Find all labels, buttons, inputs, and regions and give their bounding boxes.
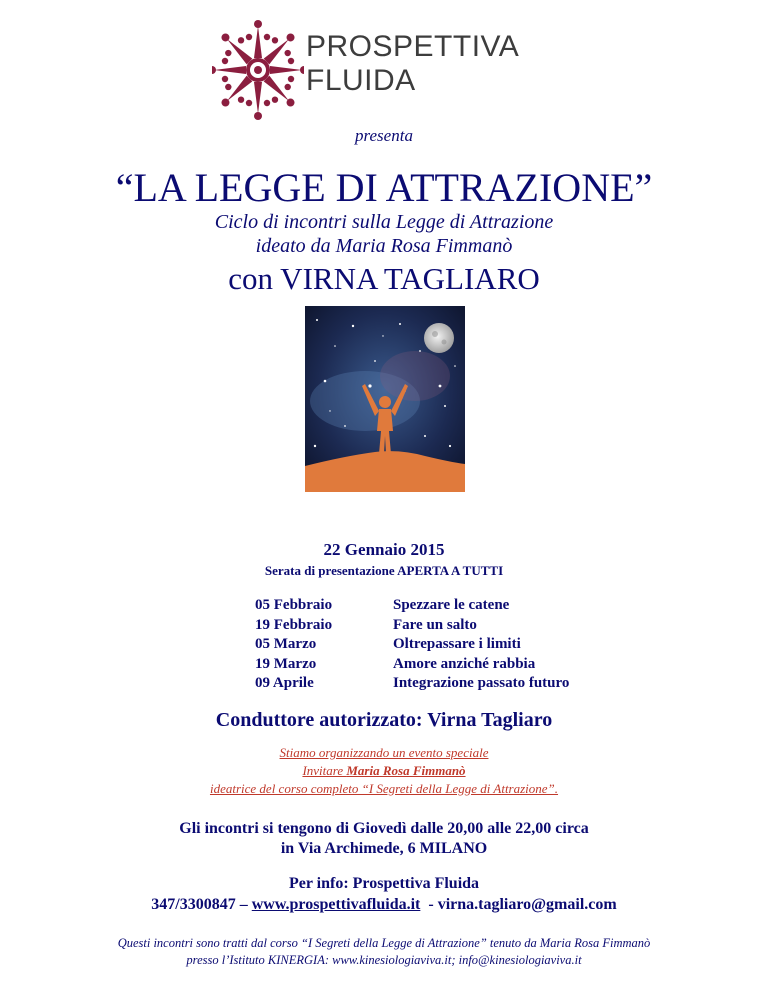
subtitle-line-1: Ciclo di incontri sulla Legge di Attrazione (214, 211, 554, 233)
schedule-date: 19 Febbraio (255, 616, 333, 633)
schedule-date: 19 Marzo (255, 655, 317, 672)
meeting-place: in Via Archimede, 6 MILANO (280, 840, 488, 857)
schedule-topic: Amore anziché rabbia (393, 655, 536, 672)
logo-line-1: PROSPETTIVA (306, 30, 520, 63)
presenta-text: presenta (355, 126, 413, 145)
special-invite-name: Maria Rosa Fimmanò (346, 763, 466, 778)
schedule-topic: Integrazione passato futuro (393, 675, 570, 691)
schedule-date: 05 Marzo (255, 636, 317, 652)
logo-line-2: FLUIDA (306, 64, 416, 97)
speaker-heading: con VIRNA TAGLIARO (228, 261, 540, 296)
schedule-topic: Spezzare le catene (393, 597, 510, 613)
schedule-date: 09 Aprile (255, 675, 314, 691)
special-event-block (0, 745, 768, 797)
schedule-topics (393, 596, 569, 694)
event-description: Serata di presentazione APERTA A TUTTI (264, 563, 504, 578)
schedule-topic: Oltrepassare i limiti (393, 636, 521, 652)
page-title: “LA LEGGE DI ATTRAZIONE” (115, 165, 653, 210)
special-line-1: Stiamo organizzando un evento speciale (279, 745, 489, 760)
special-line-3: ideatrice del corso completo “I Segreti della Legge di Attrazione”. (209, 781, 559, 796)
subtitle-line-2: ideato da Maria Rosa Fimmanò (255, 235, 513, 257)
info-email: - virna.tagliaro@gmail.com (420, 896, 617, 913)
info-title: Per info: Prospettiva Fluida (288, 875, 480, 892)
info-phone: 347/3300847 – (151, 896, 252, 913)
footer-line-1: Questi incontri sono tratti dal corso “I Segreti della Legge di Attrazione” tenuto da Maria Rosa Fimmanò (117, 936, 651, 950)
special-invite-prefix: Invitare (302, 763, 347, 778)
event-date: 22 Gennaio 2015 (323, 540, 445, 559)
conductor-heading: Conduttore autorizzato: Virna Tagliaro (215, 709, 553, 731)
special-line-2 (0, 763, 768, 779)
info-contacts (0, 896, 768, 914)
logo-text (306, 30, 519, 98)
starry-sky-figure-image (305, 306, 465, 492)
schedule-topic: Fare un salto (393, 616, 477, 633)
footer-line-2: presso l’Istituto KINERGIA: www.kinesiologiaviva.it; info@kinesiologiaviva.it (186, 953, 582, 967)
mandala-logo-icon (212, 18, 304, 122)
schedule-date: 05 Febbraio (255, 597, 333, 613)
website-link[interactable]: www.prospettivafluida.it (251, 896, 421, 913)
meeting-time: Gli incontri si tengono di Giovedì dalle 20,00 alle 22,00 circa (179, 820, 589, 837)
schedule-dates (255, 596, 332, 694)
